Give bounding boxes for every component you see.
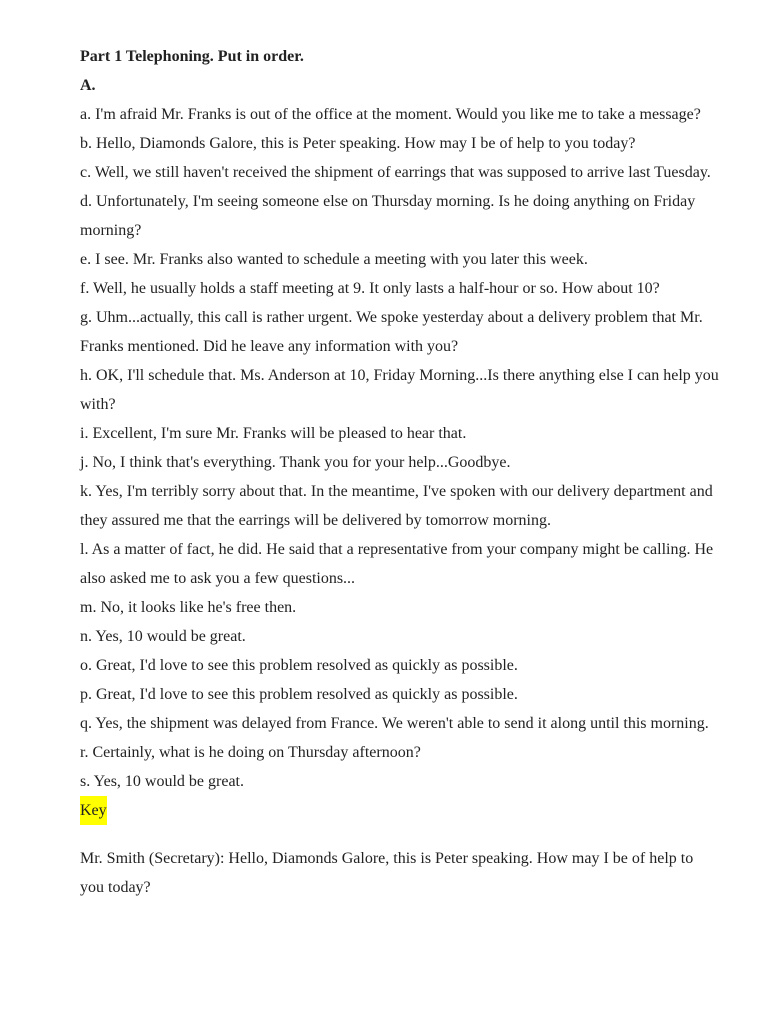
list-item: p. Great, I'd love to see this problem resolved as quickly as possible.	[80, 686, 518, 703]
exercise-list	[80, 100, 720, 796]
list-item: q. Yes, the shipment was delayed from France. We weren't able to send it along until this morning.	[80, 715, 709, 732]
list-item: k. Yes, I'm terribly sorry about that. In the meantime, I've spoken with our delivery department and they assured me that the earrings will be delivered by tomorrow morning.	[80, 483, 713, 529]
list-item: b. Hello, Diamonds Galore, this is Peter speaking. How may I be of help to you today?	[80, 135, 636, 152]
key-row	[80, 796, 720, 825]
list-item: n. Yes, 10 would be great.	[80, 628, 246, 645]
list-item: d. Unfortunately, I'm seeing someone else on Thursday morning. Is he doing anything on Friday morning?	[80, 193, 696, 239]
list-item: h. OK, I'll schedule that. Ms. Anderson at 10, Friday Morning...Is there anything else I can help you with?	[80, 367, 719, 413]
list-item: e. I see. Mr. Franks also wanted to schedule a meeting with you later this week.	[80, 251, 588, 268]
list-item: c. Well, we still haven't received the shipment of earrings that was supposed to arrive last Tuesday.	[80, 164, 711, 181]
document-page	[80, 42, 720, 902]
section-label: A.	[80, 77, 96, 94]
page-title: Part 1 Telephoning. Put in order.	[80, 48, 304, 65]
list-item: i. Excellent, I'm sure Mr. Franks will be pleased to hear that.	[80, 425, 467, 442]
key-heading: Key	[80, 796, 107, 825]
list-item: g. Uhm...actually, this call is rather urgent. We spoke yesterday about a delivery problem that Mr. Franks mentioned. Did he leave any information with you?	[80, 309, 703, 355]
list-item: m. No, it looks like he's free then.	[80, 599, 297, 616]
list-item: f. Well, he usually holds a staff meeting at 9. It only lasts a half-hour or so. How about 10?	[80, 280, 660, 297]
list-item: s. Yes, 10 would be great.	[80, 773, 244, 790]
list-item: a. I'm afraid Mr. Franks is out of the office at the moment. Would you like me to take a message?	[80, 106, 701, 123]
list-item: j. No, I think that's everything. Thank you for your help...Goodbye.	[80, 454, 511, 471]
list-item: r. Certainly, what is he doing on Thursday afternoon?	[80, 744, 421, 761]
dialogue-line: Mr. Smith (Secretary): Hello, Diamonds Galore, this is Peter speaking. How may I be of help to you today?	[80, 850, 694, 896]
list-item: o. Great, I'd love to see this problem resolved as quickly as possible.	[80, 657, 518, 674]
list-item: l. As a matter of fact, he did. He said that a representative from your company might be calling. He also asked me to ask you a few questions...	[80, 541, 714, 587]
